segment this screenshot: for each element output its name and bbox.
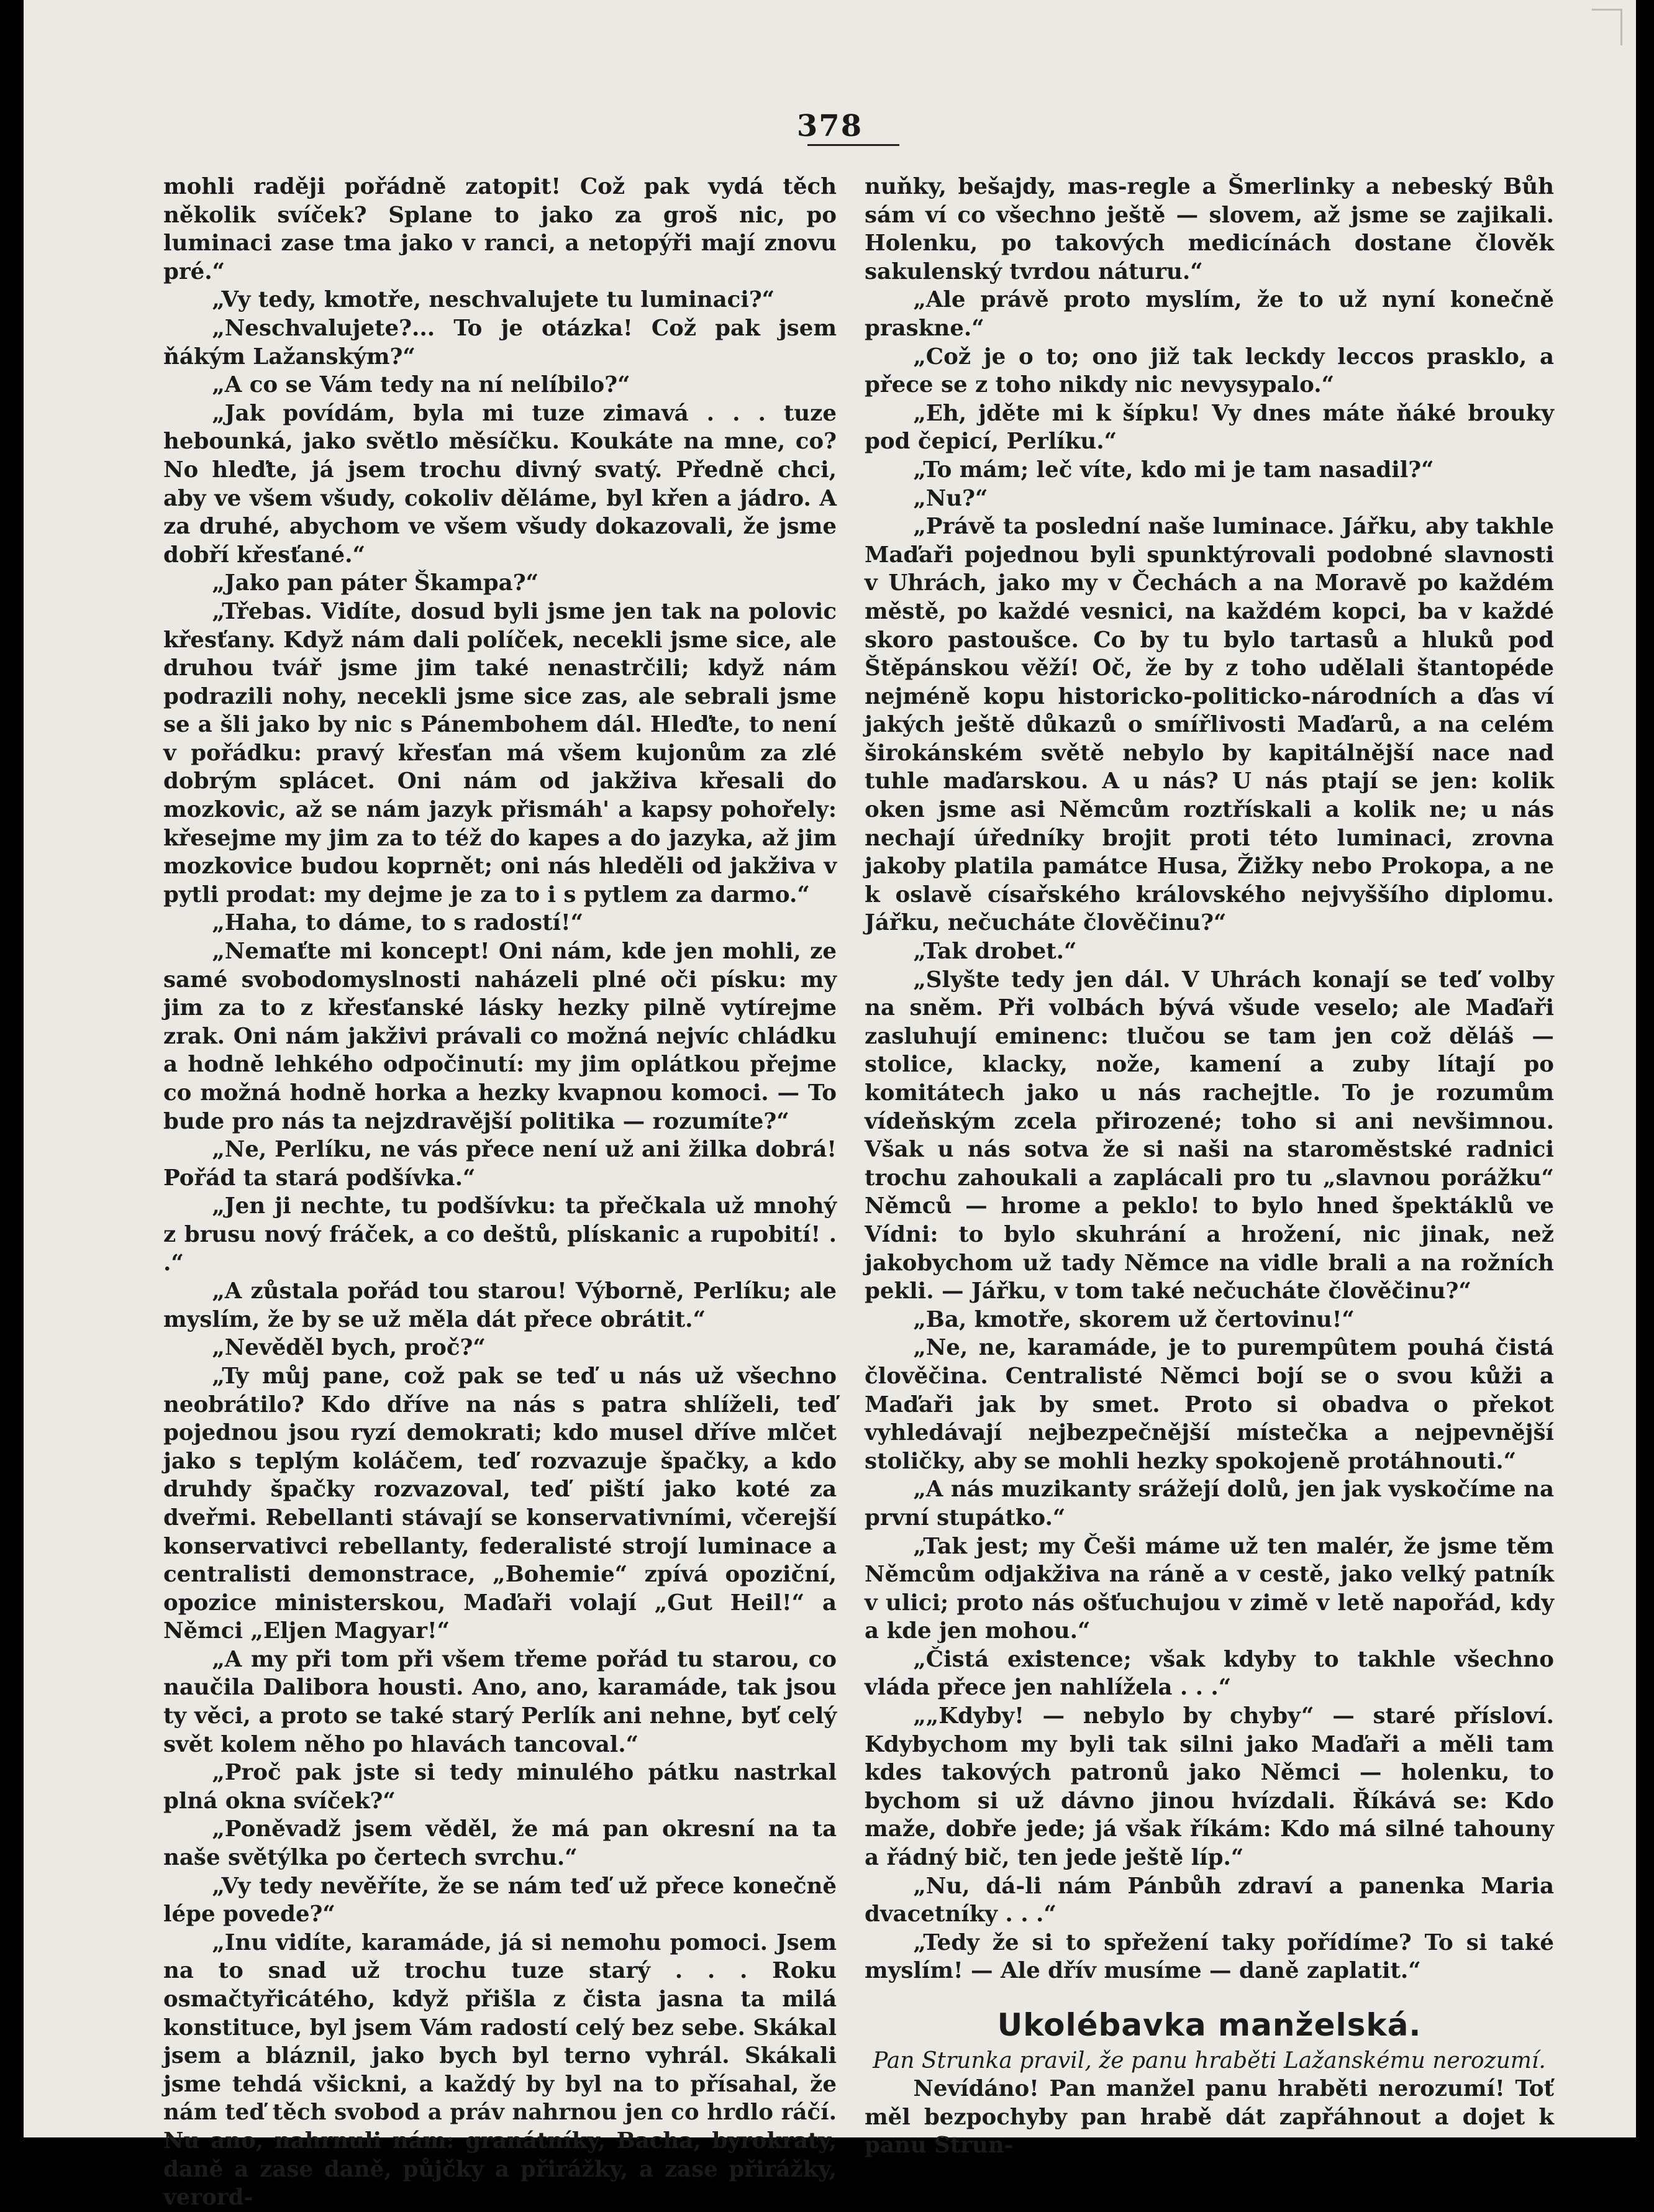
paragraph: „Nevěděl bych, proč?“ [212, 1335, 486, 1361]
paragraph: „Čistá existence; však kdyby to takhle všechno vláda přece jen nahlížela . . .“ [865, 1646, 1554, 1701]
paragraph: „A co se Vám tedy na ní nelíbilo?“ [212, 372, 630, 398]
paragraph: „Třebas. Vidíte, dosud byli jsme jen tak na polovic křesťany. Když nám dali políček, necekli jsme sice, ale druhou tvář jsme jim také nenastrčili; když nám podrazili nohy, necekli jsme sice zas, ale sebrali jsme se a šli jako by nic s Pánembohem dál. Hleďte, to není v pořádku: pravý křesťan má všem kujonům za zlé dobrým splácet. Oni nám od jakživa křesali do mozkovic, až se nám jazyk přismáh' a kapsy pohořely: křesejme my jim za to též do kapes a do jazyka, až jim mozkovice budou koprnět; oni nás hleděli od jakživa v pytli prodat: my dejme je za to i s pytlem za darmo.“ [163, 598, 837, 908]
paragraph: „Což je o to; ono již tak leckdy leccos prasklo, a přece se z toho nikdy nic nevysypalo.“ [865, 344, 1554, 398]
paragraph: „Nemaťte mi koncept! Oni nám, kde jen mohli, ze samé svobodomyslnosti naházeli plné oči písku: my jim za to z křesťanské lásky hezky pilně vytírejme zrak. Oni nám jakživi právali co možná nejvíc chládku a hodně lehkého odpočinutí: my jim oplátkou přejme co možná hodně horka a hezky kvapnou komoci. — To bude pro nás ta nejzdravější politika — rozumíte?“ [163, 939, 837, 1134]
paragraph: mohli raději pořádně zatopit! Což pak vydá těch několik svíček? Splane to jako za groš nic, po luminaci zase tma jako v ranci, a netopýři mají znovu pré.“ [163, 174, 837, 284]
paragraph: „Ba, kmotře, skorem už čertovinu!“ [913, 1306, 1355, 1332]
paragraph: „Jako pan páter Škampa?“ [212, 570, 539, 596]
section-title: Ukolébavka manželská. [997, 2007, 1422, 2043]
paragraph: „Jen ji nechte, tu podšívku: ta přečkala už mnohý z brusu nový fráček, a co deštů, plískanic a rupobití! . .“ [163, 1193, 837, 1276]
paragraph: „Vy tedy, kmotře, neschvalujete tu luminaci?“ [212, 287, 775, 313]
page-number: 378 [796, 109, 863, 143]
scan-corner-mark [1592, 9, 1622, 45]
paragraph: „Tedy že si to spřežení taky pořídíme? To si také myslím! — Ale dřív musíme — daně zaplatit.“ [865, 1929, 1554, 1984]
left-column [163, 173, 837, 2212]
paragraph: „Proč pak jste si tedy minulého pátku nastrkal plná okna svíček?“ [163, 1760, 837, 1814]
paragraph: „Nu, dá-li nám Pánbůh zdraví a panenka Maria dvacetníky . . .“ [865, 1873, 1554, 1928]
newspaper-page [24, 0, 1636, 2211]
paragraph: nuňky, bešajdy, mas-regle a Šmerlinky a nebeský Bůh sám ví co všechno ještě — slovem, až jsme se zajikali. Holenku, po takových medicínách dostane člověk sakulenský tvrdou náturu.“ [865, 174, 1554, 284]
paragraph: „To mám; leč víte, kdo mi je tam nasadil?“ [913, 457, 1434, 483]
paragraph: „Vy tedy nevěříte, že se nám teď už přece konečně lépe povede?“ [163, 1873, 837, 1928]
paragraph: „Ty můj pane, což pak se teď u nás už všechno neobrátilo? Kdo dříve na nás s patra shlíželi, teď pojednou jsou ryzí demokrati; kdo musel dříve mlčet jako s teplým koláčem, teď rozvazuje špačky, a kdo druhdy špačky rozvazoval, teď piští jako koté za dveřmi. Rebellanti stávají se konservativními, včerejší konservativci rebellanty, federalisté strojí luminace a centralisti demonstrace, „Bohemie“ zpívá opoziční, opozice ministerskou, Maďaři volají „Gut Heil!“ a Němci „Eljen Magyar!“ [163, 1363, 837, 1644]
paragraph: „Slyšte tedy jen dál. V Uhrách konají se teď volby na sněm. Při volbách bývá všude veselo; ale Maďaři zasluhují eminenc: tlučou se tam jen což děláš — stolice, klacky, nože, kamení a zuby lítají po komitátech jako u nás rachejtle. To je rozumům vídeňským zcela přirozené; toho si ani nevšimnou. Však u nás sotva že si naši na staroměstské radnici trochu zahoukali a zaplácali pro tu „slavnou porážku“ Němců — hrome a peklo! to bylo hned špektáklů ve Vídni: to bylo skuhrání a hrožení, nic jinak, než jakobychom už tady Němce na vidle brali a na rožních pekli. — Jářku, v tom také nečucháte člověčinu?“ [865, 967, 1554, 1304]
paragraph: „A zůstala pořád tou starou! Výborně, Perlíku; ale myslím, že by se už měla dát přece obrátit.“ [163, 1278, 837, 1332]
section-subtitle: Pan Strunka pravil, že panu hraběti Lažanskému nerozumí. [873, 2048, 1546, 2073]
paragraph: „Neschvalujete?... To je otázka! Což pak jsem ňákým Lažanským?“ [163, 315, 837, 370]
header-rule [807, 144, 899, 146]
paragraph: „Ne, Perlíku, ne vás přece není už ani žilka dobrá! Pořád ta stará podšívka.“ [163, 1137, 837, 1191]
paragraph: „Inu vidíte, karamáde, já si nemohu pomoci. Jsem na to snad už trochu tuze starý . . . Roku osmačtyřicátého, když přišla z čista jasna ta milá konstituce, byl jsem Vám radostí celý bez sebe. Skákal jsem a bláznil, jako bych byl terno vyhrál. Skákali jsme tehdá všickni, a každý by byl na to přísahal, že nám teď těch svobod a práv nahrnou jen co hrdlo ráčí. Nu ano, nahrnuli nám: granátníky, Bacha, byrokraty, daně a zase daně, půjčky a přirážky, a zase přirážky, verord- [163, 1929, 837, 2211]
right-column [865, 173, 1554, 2160]
paragraph: „A my při tom při všem třeme pořád tu starou, co naučila Dalibora housti. Ano, ano, karamáde, tak jsou ty věci, a proto se také starý Perlík ani nehne, byť celý svět kolem něho po hlavách tancoval.“ [163, 1646, 837, 1757]
paragraph: „A nás muzikanty srážejí dolů, jen jak vyskočíme na první stupátko.“ [865, 1477, 1554, 1531]
paragraph: „Poněvadž jsem věděl, že má pan okresní na ta naše světýlka po čertech svrchu.“ [163, 1816, 837, 1871]
section-paragraph: Nevídáno! Pan manžel panu hraběti nerozumí! Toť měl bezpochyby pan hrabě dát zapřáhnout a dojet k panu Strun- [865, 2076, 1554, 2159]
paragraph: „Právě ta poslední naše luminace. Jářku, aby takhle Maďaři pojednou byli spunktýrovali podobné slavnosti v Uhrách, jako my v Čechách a na Moravě po každém městě, po každé vesnici, na každém kopci, ba v každé skoro pastoušce. Co by tu bylo tartasů a hluků pod Štěpánskou věží! Oč, že by z toho udělali štantopéde nejméně kopu historicko-politicko-národních a ďas ví jakých ještě důkazů o smířlivosti Maďarů, a na celém širokánském světě nebylo by kapitálnější nace nad tuhle maďarskou. A u nás? U nás ptají se jen: kolik oken jsme asi Němcům roztřískali a kolik ne; u nás nechají úředníky brojit proti této luminaci, zrovna jakoby platila památce Husa, Žižky nebo Prokopa, a ne k oslavě císařského královského nejvyššího diplomu. Jářku, nečucháte člověčinu?“ [865, 514, 1554, 936]
paragraph: „Eh, jděte mi k šípku! Vy dnes máte ňáké brouky pod čepicí, Perlíku.“ [865, 400, 1554, 455]
paragraph: „Nu?“ [913, 485, 988, 511]
paragraph: „Ne, ne, karamáde, je to purempûtem pouhá čistá člověčina. Centralisté Němci bojí se o svou kůži a Maďaři jak by smet. Proto si obadva o překot vyhledávají nejbezpečnější místečka a nejpevnější stoličky, aby se mohli hezky spokojeně protáhnouti.“ [865, 1335, 1554, 1474]
paragraph: „„Kdyby! — nebylo by chyby“ — staré přísloví. Kdybychom my byli tak silni jako Maďaři a měli tam kdes takových patronů jako Němci — holenku, to bychom si už dávno jinou hvízdali. Říkává se: Kdo maže, dobře jede; já však říkám: Kdo má silné tahouny a řádný bič, ten jede ještě líp.“ [865, 1703, 1554, 1871]
paragraph: „Tak jest; my Češi máme už ten malér, že jsme těm Němcům odjakživa na ráně a v cestě, jako velký patník v ulici; proto nás ošťuchujou v zimě v letě napořád, kdy a kde jen mohou.“ [865, 1533, 1554, 1644]
paragraph: „Ale právě proto myslím, že to už nyní konečně praskne.“ [865, 287, 1554, 341]
paragraph: „Tak drobet.“ [913, 939, 1077, 965]
paragraph: „Jak povídám, byla mi tuze zimavá . . . tuze hebounká, jako světlo měsíčku. Koukáte na mne, co? No hleďte, já jsem trochu divný svatý. Předně chci, aby ve všem všudy, cokoliv děláme, byl křen a jádro. A za druhé, abychom ve všem všudy dokazovali, že jsme dobří křesťané.“ [163, 400, 837, 568]
paragraph: „Haha, to dáme, to s radostí!“ [212, 910, 584, 936]
